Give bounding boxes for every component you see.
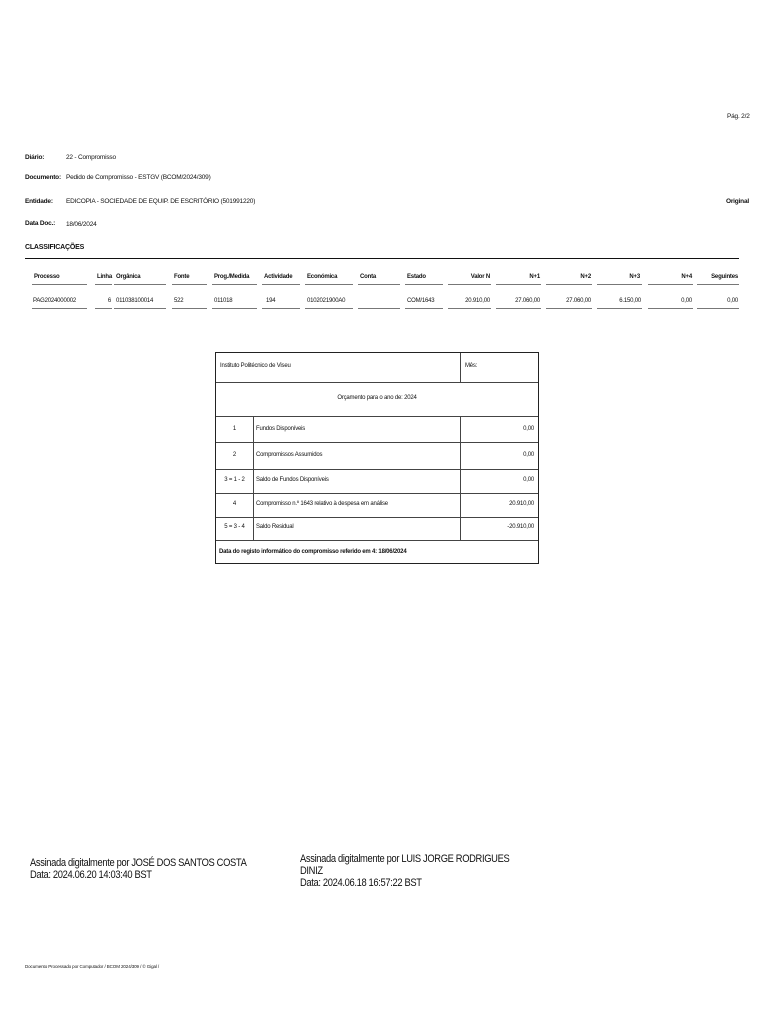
classificacoes-rule [25, 258, 739, 259]
col-valor-n: Valor N [470, 274, 490, 280]
diario-value: 22 - Compromisso [66, 154, 116, 161]
row-desc: Compromisso n.º 1643 relativo à despesa em análise [256, 501, 388, 507]
cell-n4: 0,00 [681, 298, 692, 304]
signature-right [300, 853, 509, 889]
orcamento-line: Orçamento para o ano de: 2024 [337, 395, 417, 401]
entidade-value: EDICOPIA - SOCIEDADE DE EQUIP. DE ESCRITÓRIO (501991220) [66, 198, 256, 205]
cell-fonte: 522 [174, 298, 184, 304]
col-linha: Linha [97, 274, 112, 280]
row-value: -20.910,00 [507, 524, 534, 530]
registo-footer: Data do registo informático do compromisso referido em 4: 18/06/2024 [219, 549, 407, 555]
col-estado: Estado [407, 274, 426, 280]
col-actividade: Actividade [264, 274, 293, 280]
data-doc-label: Data Doc.: [25, 220, 56, 227]
data-doc-value: 18/06/2024 [66, 221, 97, 228]
documento-label: Documento: [25, 174, 61, 181]
row-value: 0,00 [523, 452, 534, 458]
row-desc: Saldo de Fundos Disponíveis [256, 477, 329, 483]
col-economica: Económica [307, 274, 338, 280]
row-desc: Fundos Disponíveis [256, 426, 306, 432]
row-num: 4 [232, 501, 237, 507]
cell-organica: 011038100014 [116, 298, 154, 304]
row-num: 5 = 3 - 4 [224, 524, 245, 530]
col-prog-medida: Prog./Medida [214, 274, 250, 280]
row-value: 0,00 [523, 477, 534, 483]
row-num: 2 [232, 452, 237, 458]
signature-right-line1: Assinada digitalmente por LUIS JORGE RODRIGUES [300, 853, 510, 865]
cell-n1: 27.060,00 [515, 298, 540, 304]
row-num: 3 = 1 - 2 [224, 477, 245, 483]
cell-n2: 27.060,00 [566, 298, 591, 304]
row-desc: Saldo Residual [256, 524, 294, 530]
diario-label: Diário: [25, 154, 45, 161]
cell-valor-n: 20.910,00 [465, 298, 490, 304]
col-organica: Orgânica [116, 274, 141, 280]
institution-name: Instituto Politécnico de Viseu [220, 363, 291, 369]
col-fonte: Fonte [174, 274, 190, 280]
cell-estado: COM/1643 [407, 298, 435, 304]
compromisso-table [215, 352, 539, 564]
mes-label: Mês: [465, 363, 478, 369]
col-n3: N+3 [629, 274, 640, 280]
signature-right-line2: DINIZ [300, 865, 323, 877]
documento-value: Pedido de Compromisso - ESTGV (BCOM/2024/309) [66, 174, 211, 181]
col-processo: Processo [34, 274, 60, 280]
row-desc: Compromissos Assumidos [256, 452, 323, 458]
signature-left-line2: Data: 2024.06.20 14:03:40 BST [30, 869, 152, 881]
row-num: 1 [232, 426, 237, 432]
original-mark: Original [726, 198, 749, 205]
cell-n3: 6.150,00 [619, 298, 641, 304]
cell-prog: 011018 [214, 298, 233, 304]
col-seguintes: Seguintes [711, 274, 738, 280]
signature-right-line3: Data: 2024.06.18 16:57:22 BST [300, 877, 422, 889]
row-value: 0,00 [523, 426, 534, 432]
cell-linha: 6 [107, 298, 111, 304]
classificacoes-title: CLASSIFICAÇÕES [25, 244, 85, 251]
cell-economica: 0102021900A0 [307, 298, 346, 304]
col-n2: N+2 [580, 274, 591, 280]
document-footer: Documento Processado por Computador / BCOM 2024/309 / © Gigal / [25, 964, 160, 969]
cell-actividade: 194 [266, 298, 276, 304]
signature-left-line1: Assinada digitalmente por JOSÉ DOS SANTOS COSTA [30, 857, 247, 869]
entidade-label: Entidade: [25, 198, 53, 205]
cell-processo: PAG2024000002 [33, 298, 76, 304]
col-n4: N+4 [681, 274, 692, 280]
cell-seguintes: 0,00 [727, 298, 738, 304]
row-value: 20.910,00 [509, 501, 534, 507]
signature-left [30, 857, 246, 881]
col-n1: N+1 [529, 274, 540, 280]
col-conta: Conta [360, 274, 376, 280]
page-number: Pág. 2/2 [727, 113, 750, 120]
